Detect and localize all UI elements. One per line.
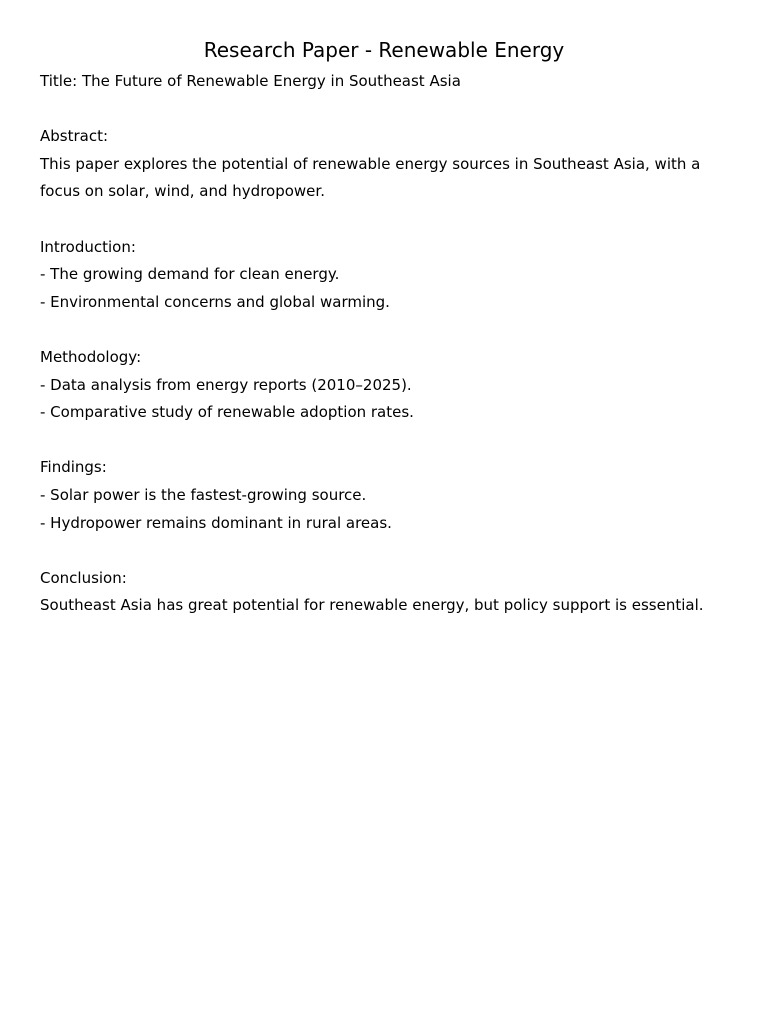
section-abstract [40, 123, 728, 206]
abstract-line: This paper explores the potential of renewable energy sources in Southeast Asia, with a [40, 154, 701, 173]
methodology-bullet: - Data analysis from energy reports (2010–2025). [40, 375, 412, 394]
findings-bullet: - Solar power is the fastest-growing source. [40, 485, 367, 504]
findings-bullet: - Hydropower remains dominant in rural areas. [40, 513, 392, 532]
spacer [40, 537, 728, 565]
section-findings [40, 454, 728, 537]
section-methodology [40, 344, 728, 427]
abstract-line: focus on solar, wind, and hydropower. [40, 182, 325, 201]
section-label-abstract: Abstract: [40, 127, 109, 146]
introduction-bullet: - The growing demand for clean energy. [40, 265, 340, 284]
spacer [40, 316, 728, 344]
section-conclusion [40, 565, 728, 620]
section-introduction [40, 234, 728, 317]
section-label-introduction: Introduction: [40, 237, 136, 256]
methodology-bullet: - Comparative study of renewable adoption rates. [40, 403, 414, 422]
paper-title-line: Title: The Future of Renewable Energy in Southeast Asia [40, 72, 461, 90]
spacer [40, 427, 728, 455]
document-heading: Research Paper - Renewable Energy [203, 38, 565, 62]
section-label-findings: Findings: [40, 458, 107, 477]
section-label-conclusion: Conclusion: [40, 568, 127, 587]
section-label-methodology: Methodology: [40, 347, 142, 366]
spacer [40, 206, 728, 234]
introduction-bullet: - Environmental concerns and global warming. [40, 292, 390, 311]
spacer [40, 96, 728, 124]
conclusion-line: Southeast Asia has great potential for renewable energy, but policy support is essential. [40, 596, 704, 615]
